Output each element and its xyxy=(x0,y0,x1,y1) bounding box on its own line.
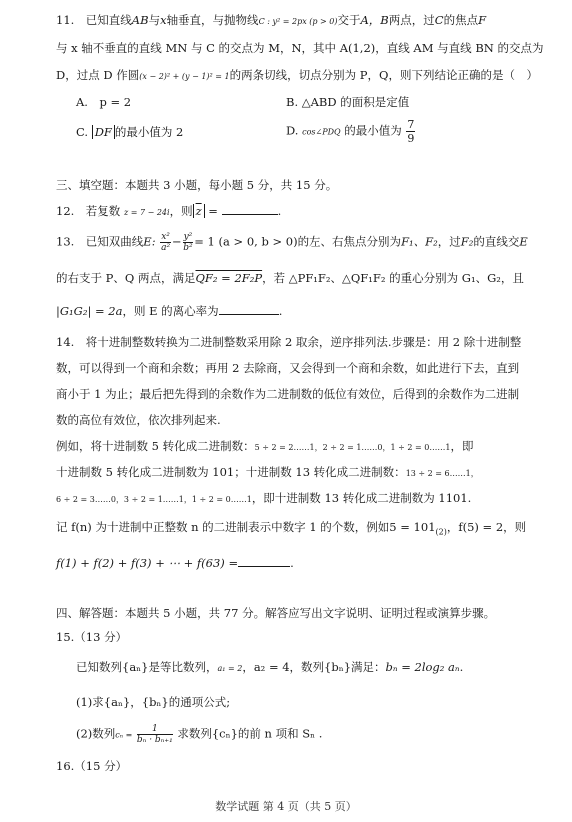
q11-parabola: C : y² = 2px (p > 0) xyxy=(258,17,338,26)
q13-l3-text: ，则 E 的离心率为 xyxy=(122,304,219,318)
q14-l6-calc: 13 ÷ 2 = 6……1， xyxy=(405,469,479,478)
q11-l3-text2: 的两条切线，切点分别为 P，Q，则下列结论正确的是（ ） xyxy=(229,68,538,82)
q11-text5: 的焦点 xyxy=(443,13,479,27)
q11-text2: 轴垂直，与抛物线 xyxy=(166,13,259,27)
q11-optd-label: D. xyxy=(286,123,299,138)
q14-l8-expr: 5 = 101 xyxy=(389,520,436,534)
q12-z: z = 7 − 24i xyxy=(123,208,170,217)
q15-line3 xyxy=(76,724,546,745)
q13-e2: E xyxy=(519,234,528,249)
q12-text2: ，则 xyxy=(169,204,193,218)
q15-frac-num: 1 xyxy=(137,724,173,735)
q13-e: E: xyxy=(143,234,156,249)
q11-optd-den: 9 xyxy=(407,132,415,145)
q11-option-b: B. △ABD 的面积是定值 xyxy=(286,95,410,109)
q11-optd-fraction xyxy=(406,118,415,145)
q11-c: C xyxy=(434,13,444,27)
q15-l1-text: 已知数列{aₙ}是等比数列， xyxy=(76,660,218,674)
q13-cond: = 1 (a > 0, b > 0) xyxy=(194,234,298,249)
q14-l5-calc: 5 ÷ 2 = 2……1，2 ÷ 2 = 1……0，1 ÷ 2 = 0……1 xyxy=(254,443,451,452)
q14-line7 xyxy=(56,490,526,508)
q11-f: F xyxy=(478,13,487,27)
q14-l5-text2: ，即 xyxy=(450,439,474,453)
q13-frac1-num: x² xyxy=(161,232,170,242)
q13-g1g2: |G₁G₂| = 2a xyxy=(56,304,123,318)
q11-text: 与 xyxy=(148,13,161,27)
q12-line: 12. 若复数 z = 7 − 24i，则 $\overline{z}$ = . xyxy=(56,204,282,218)
q11-x: x xyxy=(160,13,167,27)
q11-line3 xyxy=(56,67,538,85)
q11-optc-abs: DF xyxy=(92,125,115,139)
q14-line8 xyxy=(56,519,526,540)
q13-l2-text2: ，若 △PF₁F₂、△QF₁F₂ 的重心分别为 G₁、G₂，且 xyxy=(262,271,524,285)
q14-l8-text: 记 f(n) 为十进制中正整数 n 的二进制表示中数字 1 的个数，例如 xyxy=(56,520,390,534)
q15-fraction xyxy=(137,724,173,745)
q11-line2: 与 x 轴不垂直的直线 MN 与 C 的交点为 M，N，其中 A(1,2)，直线 AM 与直线 BN 的交点为 xyxy=(56,41,544,55)
q11-optc-text: 的最小值为 2 xyxy=(114,125,184,139)
q11-ab: AB xyxy=(131,13,149,27)
q14-l6-text: 十进制数 5 转化成二进制数为 101；十进制数 13 转化成二进制数： xyxy=(56,465,406,479)
q14-line4: 数的高位有效位，依次排列起来. xyxy=(56,413,221,427)
q11-option-a: A. p = 2 xyxy=(76,95,132,109)
q14-blank xyxy=(238,555,290,567)
q13-f2: F₂ xyxy=(460,234,474,249)
q14-l8-sub: (2) xyxy=(435,527,447,537)
q11-line1 xyxy=(56,12,526,30)
section3-heading: 三、填空题：本题共 3 小题，每小题 5 分，共 15 分。 xyxy=(56,178,338,192)
q13-text3: ，过 xyxy=(437,234,461,249)
q14-line2: 数，可以得到一个商和余数；再用 2 去除商，又会得到一个商和余数，如此进行下去，直到 xyxy=(56,361,520,375)
q13-frac1 xyxy=(160,232,171,253)
q13-frac2-den: b² xyxy=(183,243,193,253)
section4-heading: 四、解答题：本题共 5 小题，共 77 分。解答应写出文字说明、证明过程或演算步骤。 xyxy=(56,606,496,620)
q13-line1 xyxy=(56,232,526,253)
q14-line3: 商小于 1 为止；最后把先得到的余数作为二进制数的低位有效位，后得到的余数作为二进制 xyxy=(56,387,520,401)
q11-optd-num: 7 xyxy=(407,118,415,131)
q15-l1-end: . xyxy=(459,660,464,674)
q11-number: 11. 已知直线 xyxy=(56,13,132,27)
q14-line6 xyxy=(56,464,526,482)
q13-text4: 的直线交 xyxy=(473,234,520,249)
q13-vector: QF₂ = 2F₂P xyxy=(195,271,263,285)
q11-text4: 两点，过 xyxy=(388,13,435,27)
q13-text2: 的左、右焦点分别为 xyxy=(297,234,402,249)
q13-line3: |G₁G₂| = 2a，则 E 的离心率为 . xyxy=(56,304,283,318)
q11-optd-expr: cos∠PDQ xyxy=(302,127,341,137)
q13-line2 xyxy=(56,270,526,286)
q11-option-d xyxy=(286,118,416,145)
q13-foci: F₁、F₂ xyxy=(401,234,438,249)
q11-text3: 交于 xyxy=(337,13,361,27)
q15-line1 xyxy=(76,659,546,677)
q12-eq: = xyxy=(208,204,218,218)
q15-a1: a₁ = 2 xyxy=(217,664,243,673)
q15-l3-text2: 求数列{cₙ}的前 n 项和 Sₙ . xyxy=(177,726,323,741)
q16-heading: 16.（15 分） xyxy=(56,759,128,773)
q15-l1-text2: ，a₂ = 4，数列{bₙ}满足： xyxy=(242,660,386,674)
page-footer: 数学试题 第 4 页（共 5 页） xyxy=(215,800,357,813)
q12-conj: $\overline{z}$ xyxy=(195,204,202,218)
q13-minus: − xyxy=(171,234,182,249)
q13-frac2-num: y² xyxy=(183,232,193,242)
q14-l7-calc: 6 ÷ 2 = 3……0，3 ÷ 2 = 1……1，1 ÷ 2 = 0……1 xyxy=(56,495,252,504)
q11-option-c xyxy=(76,124,183,140)
q15-frac-den: bₙ · bₙ₊₁ xyxy=(136,735,173,745)
q11-l3-text: D，过点 D 作圆 xyxy=(56,68,140,82)
q13-l2-text: 的右支于 P、Q 两点，满足 xyxy=(56,271,196,285)
q12-text: 12. 若复数 xyxy=(56,204,121,218)
q11-optc-label: C. xyxy=(76,125,89,139)
q14-l7-text: ，即十进制数 13 转化成二进制数为 1101. xyxy=(251,491,472,505)
q15-heading: 15.（13 分） xyxy=(56,630,128,644)
q14-line5 xyxy=(56,438,526,456)
q14-l5-text: 例如，将十进制数 5 转化成二进制数： xyxy=(56,439,255,453)
q13-frac1-den: a² xyxy=(161,243,171,253)
q11-points: A，B xyxy=(360,13,389,27)
q11-circle: (x − 2)² + (y − 1)² = 1 xyxy=(139,72,230,81)
q15-l3-text: (2)数列 xyxy=(76,726,116,741)
q11-optd-text: 的最小值为 xyxy=(344,123,402,138)
q14-l8-text2: ，f(5) = 2，则 xyxy=(446,520,527,534)
q15-cn: cₙ = xyxy=(115,730,133,740)
q14-line9: f(1) + f(2) + f(3) + ⋯ + f(63) = . xyxy=(56,556,294,570)
q14-sum: f(1) + f(2) + f(3) + ⋯ + f(63) = xyxy=(56,556,239,570)
q13-text: 13. 已知双曲线 xyxy=(56,234,144,249)
q15-line2: (1)求{aₙ}，{bₙ}的通项公式; xyxy=(76,695,231,709)
q14-line1: 14. 将十进制整数转换为二进制整数采用除 2 取余，逆序排列法.步骤是：用 2 除十进制整 xyxy=(56,335,522,349)
q15-bn: bₙ = 2log₂ aₙ xyxy=(385,660,460,674)
q13-frac2 xyxy=(183,232,194,253)
q12-blank xyxy=(222,203,278,215)
q13-blank xyxy=(219,303,279,315)
